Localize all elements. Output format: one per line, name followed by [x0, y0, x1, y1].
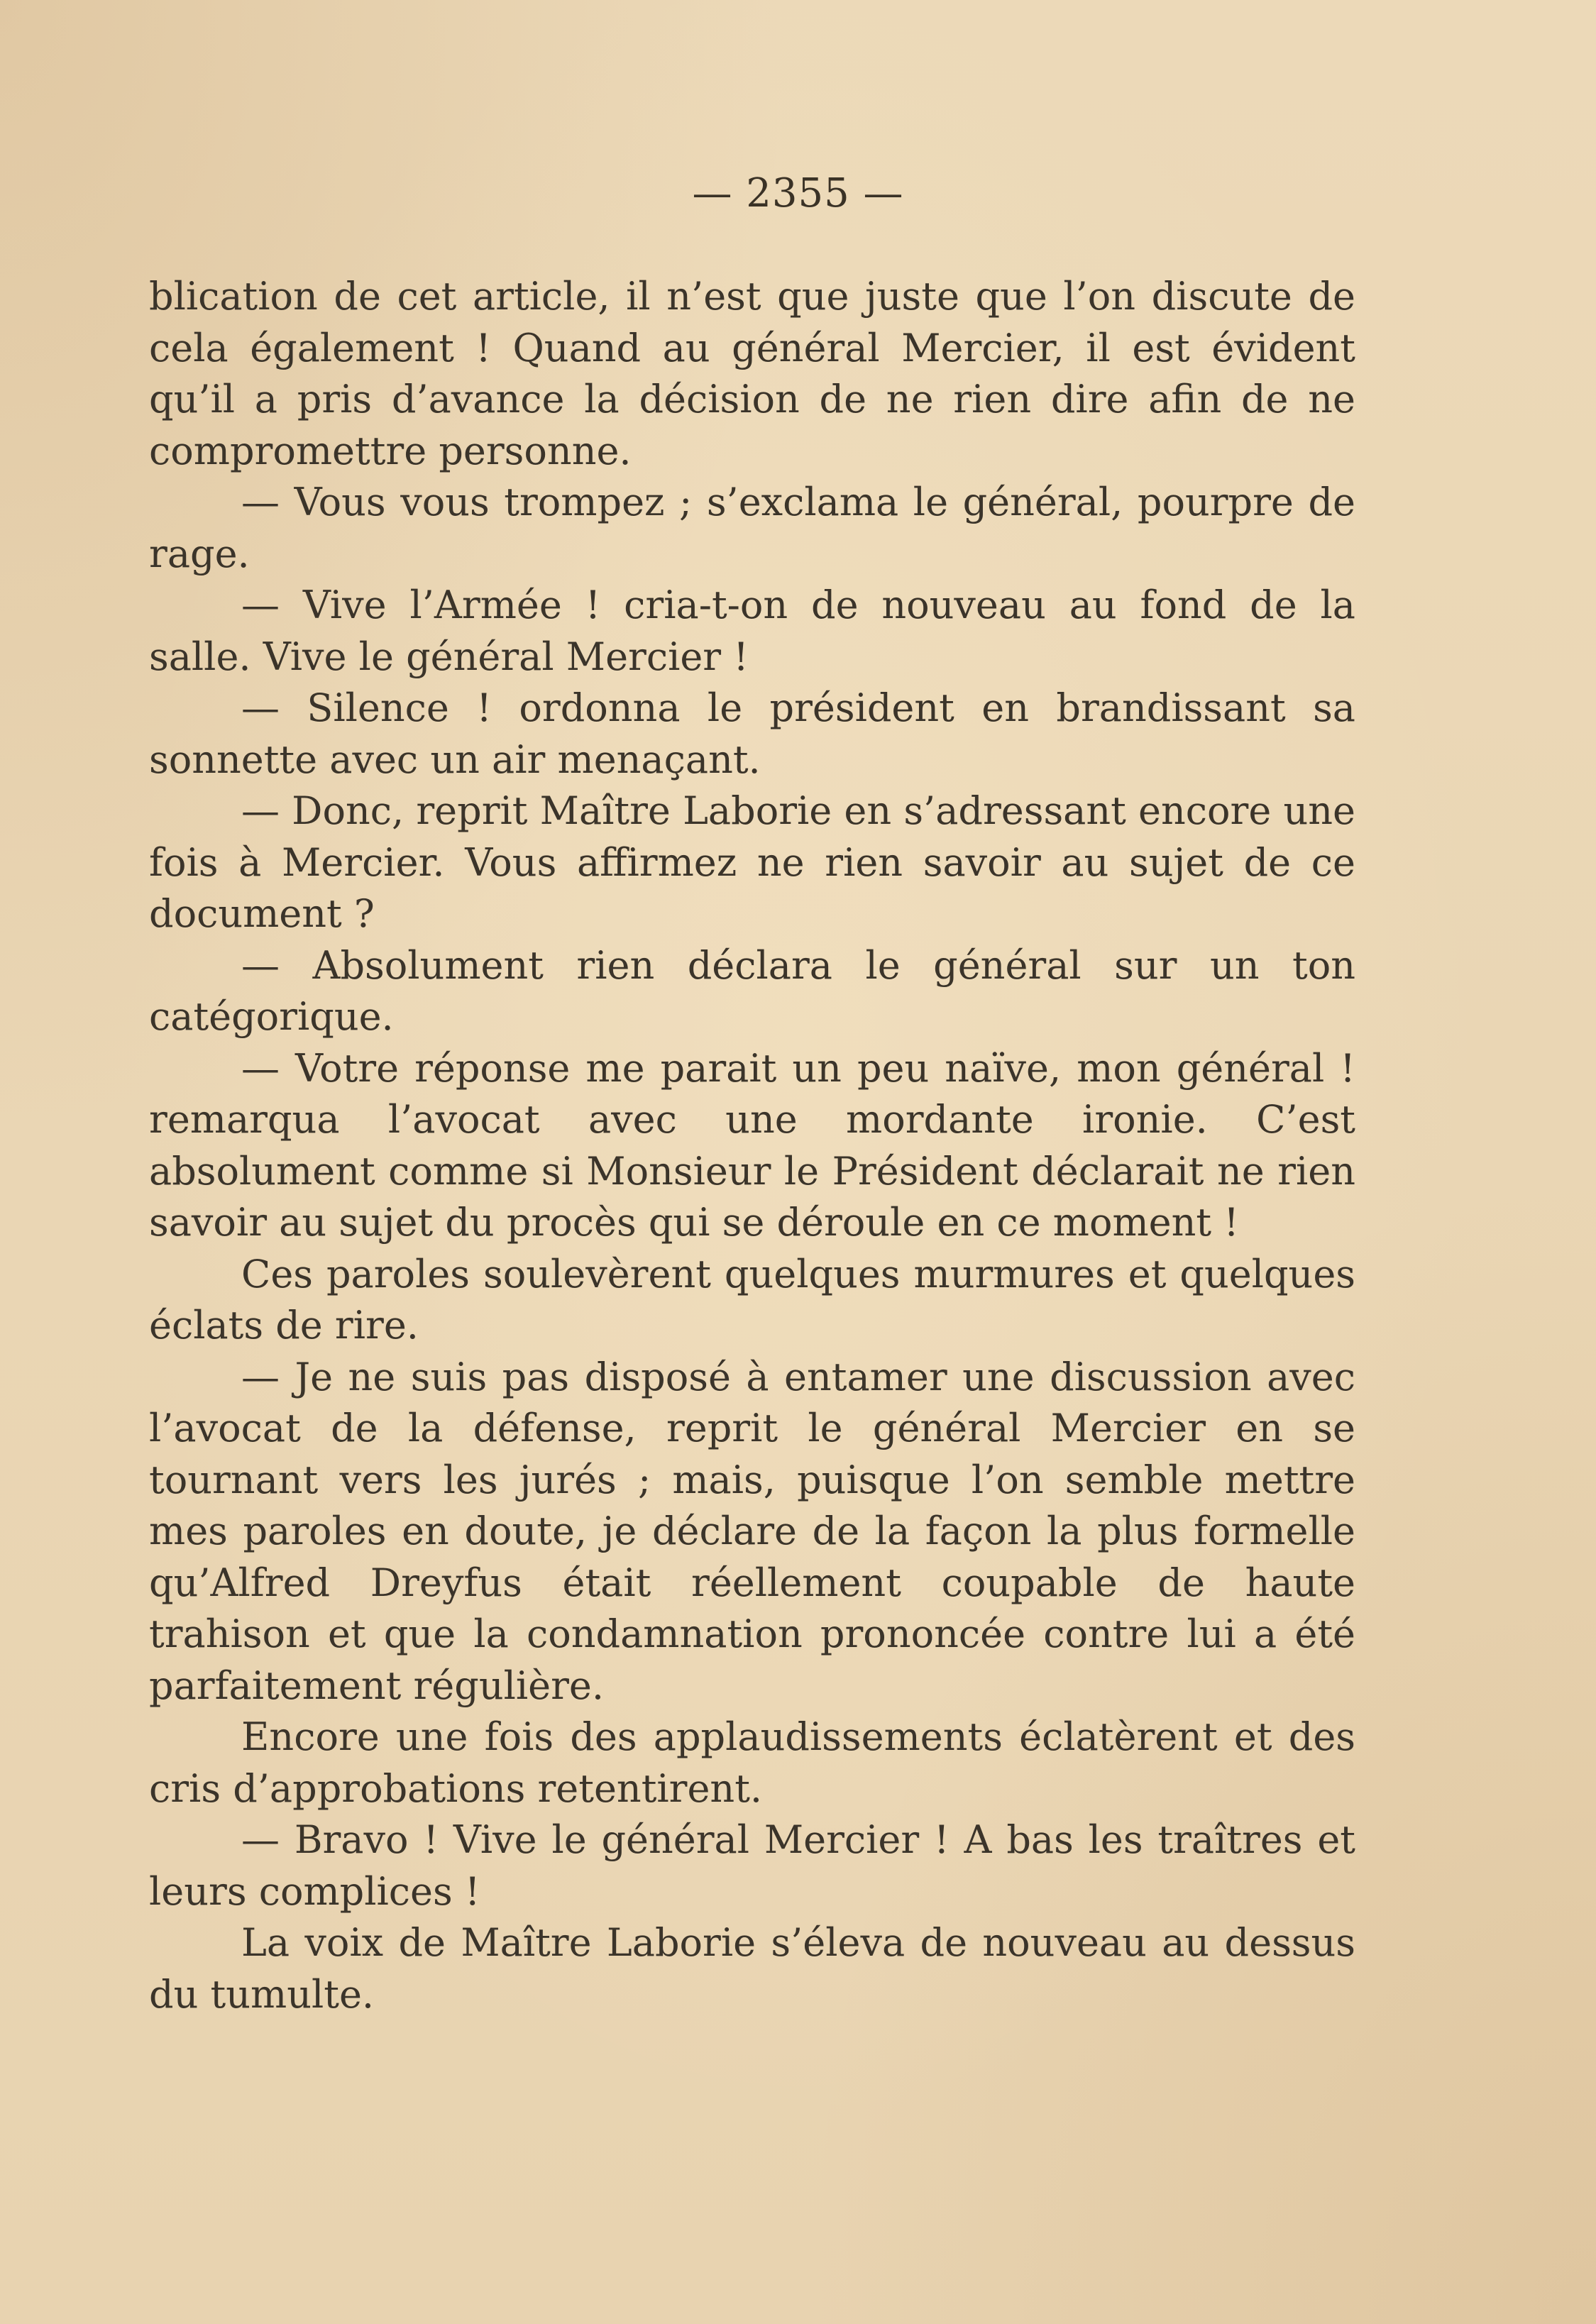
page-number: — 2355 — [692, 170, 904, 216]
paragraph: — Vive l’Armée ! cria-t-on de nouveau au fond de la salle. Vive le général Mercier ! [149, 583, 1355, 679]
paragraph: La voix de Maître Laborie s’éleva de nouveau au dessus du tumulte. [149, 1920, 1355, 2017]
body-text [149, 271, 1355, 2020]
paragraph: — Je ne suis pas disposé à entamer une discussion avec l’avocat de la défense, reprit le général Mercier en se tournant vers les jurés ; mais, puisque l’on semble mettre mes paroles en doute, je déclare de la façon la plus formelle qu’Alfred Dreyfus était réellement coupable de haute trahison et que la condamnation prononcée contre lui a été parfaitement régulière. [149, 1354, 1355, 1708]
paragraph: — Bravo ! Vive le général Mercier ! A bas les traîtres et leurs complices ! [149, 1817, 1355, 1914]
paragraph: — Votre réponse me parait un peu naïve, mon général ! remarqua l’avocat avec une mordante ironie. C’est absolument comme si Monsieur le Président déclarait ne rien savoir au sujet du procès qui se déroule en ce moment ! [149, 1045, 1355, 1245]
paragraph: — Vous vous trompez ; s’exclama le général, pourpre de rage. [149, 480, 1355, 576]
paragraph: — Silence ! ordonna le président en brandissant sa sonnette avec un air menaçant. [149, 685, 1355, 782]
paragraph: blication de cet article, il n’est que juste que l’on discute de cela également ! Quand au général Mercier, il est évident qu’il a pris d’avance la décision de ne rien dire afin de ne compromettre personne. [149, 274, 1355, 473]
paragraph: Ces paroles soulevèrent quelques murmures et quelques éclats de rire. [149, 1251, 1355, 1348]
paragraph: — Absolument rien déclara le général sur un ton catégorique. [149, 942, 1355, 1039]
paragraph: Encore une fois des applaudissements éclatèrent et des cris d’approbations retentirent. [149, 1714, 1355, 1811]
paragraph: — Donc, reprit Maître Laborie en s’adressant encore une fois à Mercier. Vous affirmez ne rien savoir au sujet de ce document ? [149, 788, 1355, 936]
